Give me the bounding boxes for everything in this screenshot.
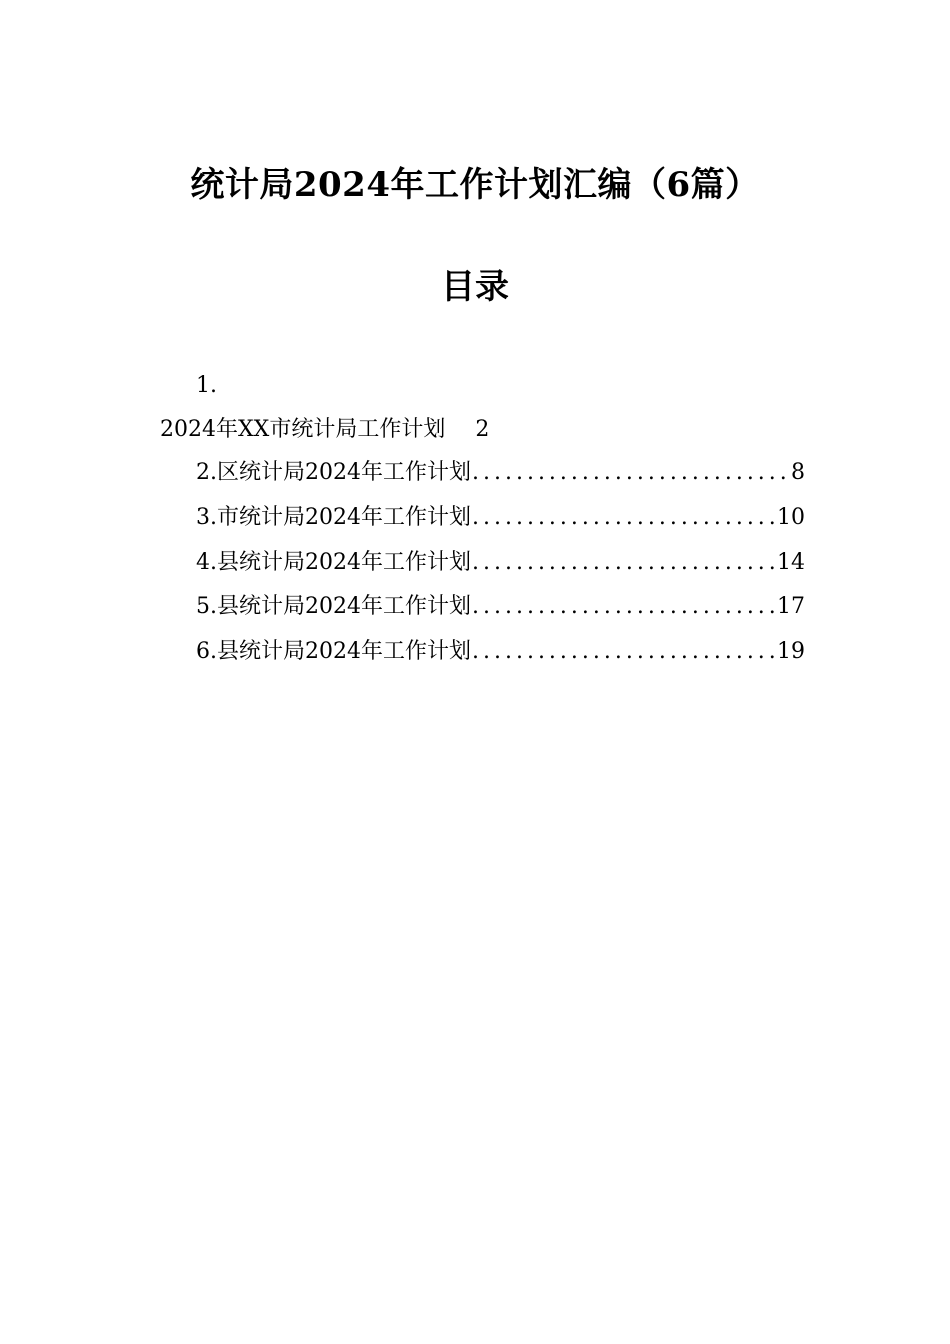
toc-item-page: 8 xyxy=(791,460,805,485)
toc-item-4[interactable] xyxy=(196,545,805,581)
toc-item-1-number: 1. xyxy=(196,373,217,398)
toc-item-6[interactable] xyxy=(196,634,805,670)
toc-item-page: 10 xyxy=(777,505,805,530)
toc-item-1-page: 2 xyxy=(475,417,490,442)
toc-dot-leader xyxy=(471,455,791,491)
toc-dot-leader xyxy=(471,500,777,536)
toc-item-label: 6.县统计局2024年工作计划 xyxy=(196,639,471,664)
toc-heading: 目录 xyxy=(441,267,509,307)
toc-item-label: 5.县统计局2024年工作计划 xyxy=(196,594,471,619)
toc-item-page: 14 xyxy=(777,550,805,575)
toc-item-5[interactable] xyxy=(196,589,805,625)
toc-item-label: 3.市统计局2024年工作计划 xyxy=(196,505,471,530)
toc-item-1-label: 2024年XX市统计局工作计划 xyxy=(160,417,446,442)
toc-dot-leader xyxy=(471,545,777,581)
toc-item-page: 19 xyxy=(777,639,805,664)
toc-dot-leader xyxy=(471,634,777,670)
toc-item-2[interactable] xyxy=(196,455,805,491)
toc-item-label: 2.区统计局2024年工作计划 xyxy=(196,460,471,485)
toc-dot-leader xyxy=(471,589,777,625)
toc-item-3[interactable] xyxy=(196,500,805,536)
toc-item-page: 17 xyxy=(777,594,805,619)
document-title: 统计局2024年工作计划汇编（6篇） xyxy=(190,165,760,205)
toc-item-label: 4.县统计局2024年工作计划 xyxy=(196,550,471,575)
toc-item-1[interactable] xyxy=(160,412,489,448)
